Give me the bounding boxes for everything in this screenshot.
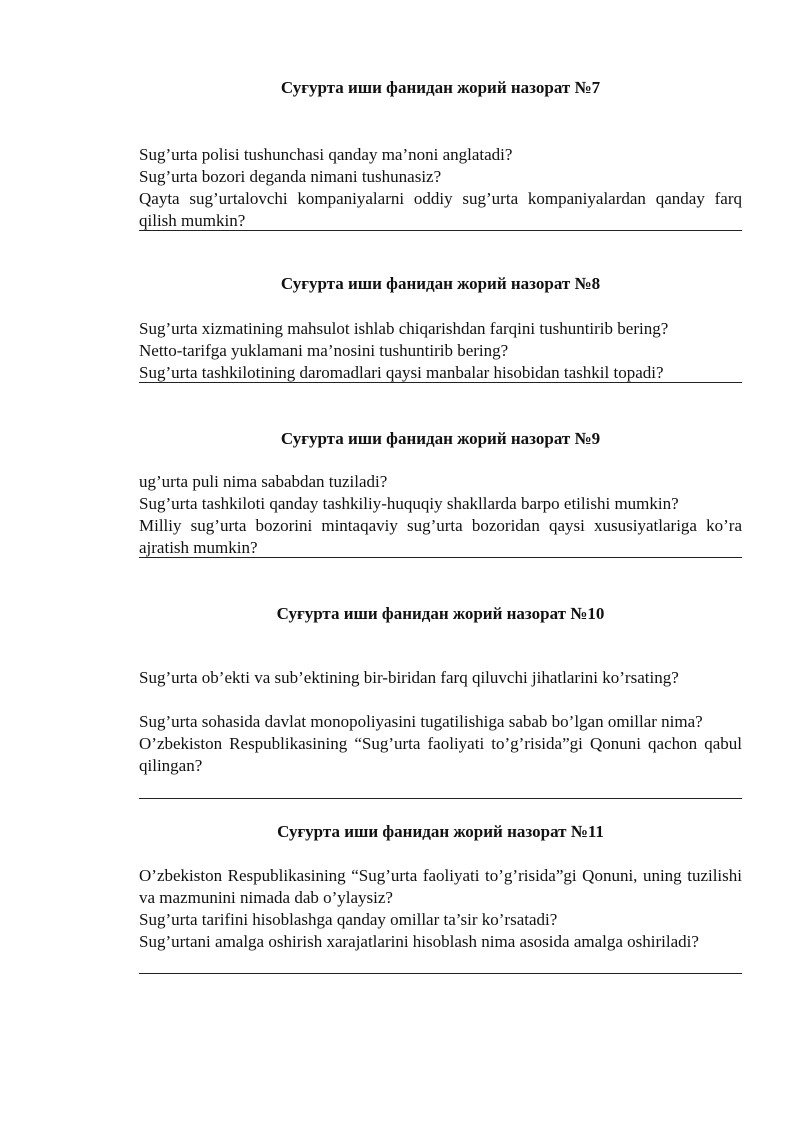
section-divider (139, 382, 742, 383)
question-list-10 (139, 667, 742, 777)
section-title-10: Суғурта иши фанидан жорий назорат №10 (276, 604, 605, 623)
question-list-11 (139, 865, 742, 953)
question-10-3: O’zbekiston Respublikasining “Sug’urta faoliyati to’g’risida”gi Qonuni qachon qabul qilingan? (139, 734, 742, 775)
section-title-7: Суғурта иши фанидан жорий назорат №7 (280, 78, 601, 97)
section-title-11: Суғурта иши фанидан жорий назорат №11 (277, 822, 604, 841)
question-8-3: Sug’urta tashkilotining daromadlari qaysi manbalar hisobidan tashkil topadi? (139, 363, 664, 382)
question-9-2: Sug’urta tashkiloti qanday tashkiliy-huquqiy shakllarda barpo etilishi mumkin? (139, 494, 679, 513)
question-list-8 (139, 318, 742, 384)
question-list-7 (139, 144, 742, 232)
question-11-2: Sug’urta tarifini hisoblashga qanday omillar ta’sir ko’rsatadi? (139, 910, 558, 929)
section-divider (139, 973, 742, 974)
question-10-1: Sug’urta ob’ekti va sub’ektining bir-biridan farq qiluvchi jihatlarini ko’rsating? (139, 668, 679, 687)
section-divider (139, 798, 742, 799)
question-7-3: Qayta sug’urtalovchi kompaniyalarni oddiy sug’urta kompaniyalardan qanday farq qilish mumkin? (139, 189, 742, 230)
question-9-3: Milliy sug’urta bozorini mintaqaviy sug’urta bozoridan qaysi xususiyatlariga ko’ra ajratish mumkin? (139, 516, 742, 557)
section-divider (139, 230, 742, 231)
blank-line (139, 689, 742, 711)
question-7-1: Sug’urta polisi tushunchasi qanday ma’noni anglatadi? (139, 145, 513, 164)
question-10-2: Sug’urta sohasida davlat monopoliyasini tugatilishiga sabab bo’lgan omillar nima? (139, 712, 703, 731)
question-9-1: ug’urta puli nima sababdan tuziladi? (139, 472, 388, 491)
question-8-1: Sug’urta xizmatining mahsulot ishlab chiqarishdan farqini tushuntirib bering? (139, 319, 669, 338)
section-title-9: Суғурта иши фанидан жорий назорат №9 (280, 429, 601, 448)
section-title-8: Суғурта иши фанидан жорий назорат №8 (280, 274, 601, 293)
question-7-2: Sug’urta bozori deganda nimani tushunasiz? (139, 167, 442, 186)
section-divider (139, 557, 742, 558)
question-11-3: Sug’urtani amalga oshirish xarajatlarini hisoblash nima asosida amalga oshiriladi? (139, 932, 699, 951)
question-11-1: O’zbekiston Respublikasining “Sug’urta faoliyati to’g’risida”gi Qonuni, uning tuzilishi va mazmunini nimada dab o’ylaysiz? (139, 866, 742, 907)
question-8-2: Netto-tarifga yuklamani ma’nosini tushuntirib bering? (139, 341, 509, 360)
question-list-9 (139, 471, 742, 559)
